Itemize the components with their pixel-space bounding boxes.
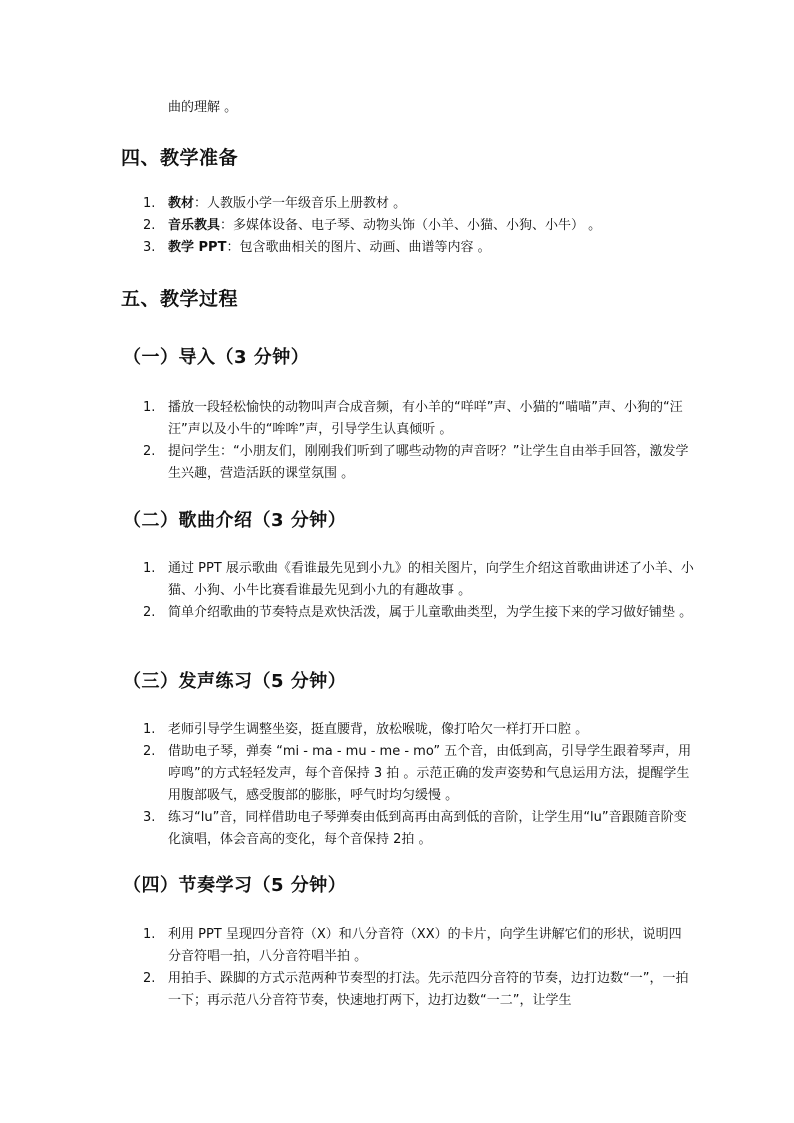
item-text: 播放一段轻松愉快的动物叫声合成音频，有小羊的“咩咩”声、小猫的“喵喵”声、小狗的“汪汪”声以及小牛的“哞哞”声，引导学生认真倾听 。 (168, 400, 683, 437)
item-text: 利用 PPT 呈现四分音符（X）和八分音符（XX）的卡片，向学生讲解它们的形状，说明四分音符唱一拍，八分音符唱半拍 。 (168, 927, 682, 964)
rhythm-list (0, 924, 794, 1012)
list-number: 2. (143, 218, 156, 233)
item-text: 用拍手、跺脚的方式示范两种节奏型的打法。先示范四分音符的节奏，边打边数“一”，一拍一下；再示范八分音符节奏，快速地打两下，边打边数“一二”，让学生 (168, 971, 689, 1008)
list-number: 1. (143, 722, 156, 737)
item-text: 简单介绍歌曲的节奏特点是欢快活泼，属于儿童歌曲类型，为学生接下来的学习做好铺垫 。 (168, 605, 693, 620)
list-item (0, 807, 794, 851)
list-item (0, 397, 794, 441)
continuation-text: 曲的理解 。 (168, 100, 238, 115)
subsection-heading-song-intro: （二）歌曲介绍（3 分钟） (123, 510, 347, 531)
section-heading-preparation: 四、教学准备 (121, 147, 239, 169)
list-number: 2. (143, 444, 156, 459)
list-number: 1. (143, 927, 156, 942)
preparation-list (0, 194, 794, 260)
list-item (0, 924, 794, 968)
list-number: 1. (143, 196, 156, 211)
item-text: 借助电子琴，弹奏 “mi - ma - mu - me - mo” 五个音，由低到高，引导学生跟着琴声，用哼鸣”的方式轻轻发声，每个音保持 3 拍 。示范正确的发声姿势和气息运用方法，提醒学生用腹部吸气，感受腹部的膨胀，呼气时均匀缓慢 。 (168, 744, 692, 803)
list-item (0, 719, 794, 741)
item-text: ：人教版小学一年级音乐上册教材 。 (194, 196, 407, 211)
vocal-practice-list (0, 719, 794, 851)
item-text: 通过 PPT 展示歌曲《看谁最先见到小九》的相关图片，向学生介绍这首歌曲讲述了小羊、小猫、小狗、小牛比赛看谁最先见到小九的有趣故事 。 (168, 561, 694, 598)
list-item (0, 194, 794, 214)
list-number: 2. (143, 744, 156, 759)
subsection-heading-vocal-practice: （三）发声练习（5 分钟） (123, 671, 347, 692)
item-text: 练习“lu”音，同样借助电子琴弹奏由低到高再由高到低的音阶，让学生用“lu”音跟随音阶变化演唱，体会音高的变化，每个音保持 2拍 。 (168, 810, 687, 847)
list-number: 1. (143, 400, 156, 415)
item-label: 音乐教具 (168, 218, 221, 233)
item-text: 提问学生：“小朋友们，刚刚我们听到了哪些动物的声音呀？”让学生自由举手回答，激发学生兴趣，营造活跃的课堂氛围 。 (168, 444, 689, 481)
list-number: 2. (143, 605, 156, 620)
list-number: 2. (143, 971, 156, 986)
list-number: 1. (143, 561, 156, 576)
intro-list (0, 397, 794, 485)
list-item (0, 441, 794, 485)
list-item (0, 968, 794, 1012)
list-item (0, 238, 794, 258)
list-item (0, 216, 794, 236)
list-item (0, 558, 794, 602)
subsection-heading-rhythm: （四）节奏学习（5 分钟） (123, 875, 347, 896)
item-text: ：多媒体设备、电子琴、动物头饰（小羊、小猫、小狗、小牛） 。 (220, 218, 602, 233)
list-item (0, 741, 794, 807)
song-intro-list (0, 558, 794, 624)
list-item (0, 602, 794, 624)
item-text: ：包含歌曲相关的图片、动画、曲谱等内容 。 (226, 240, 491, 255)
item-label: 教材 (168, 196, 195, 211)
item-text: 老师引导学生调整坐姿，挺直腰背，放松喉咙，像打哈欠一样打开口腔 。 (168, 722, 589, 737)
section-heading-process: 五、教学过程 (121, 288, 239, 310)
subsection-heading-intro: （一）导入（3 分钟） (123, 347, 310, 368)
list-number: 3. (143, 240, 156, 255)
item-label: 教学 PPT (168, 240, 227, 255)
list-number: 3. (143, 810, 156, 825)
